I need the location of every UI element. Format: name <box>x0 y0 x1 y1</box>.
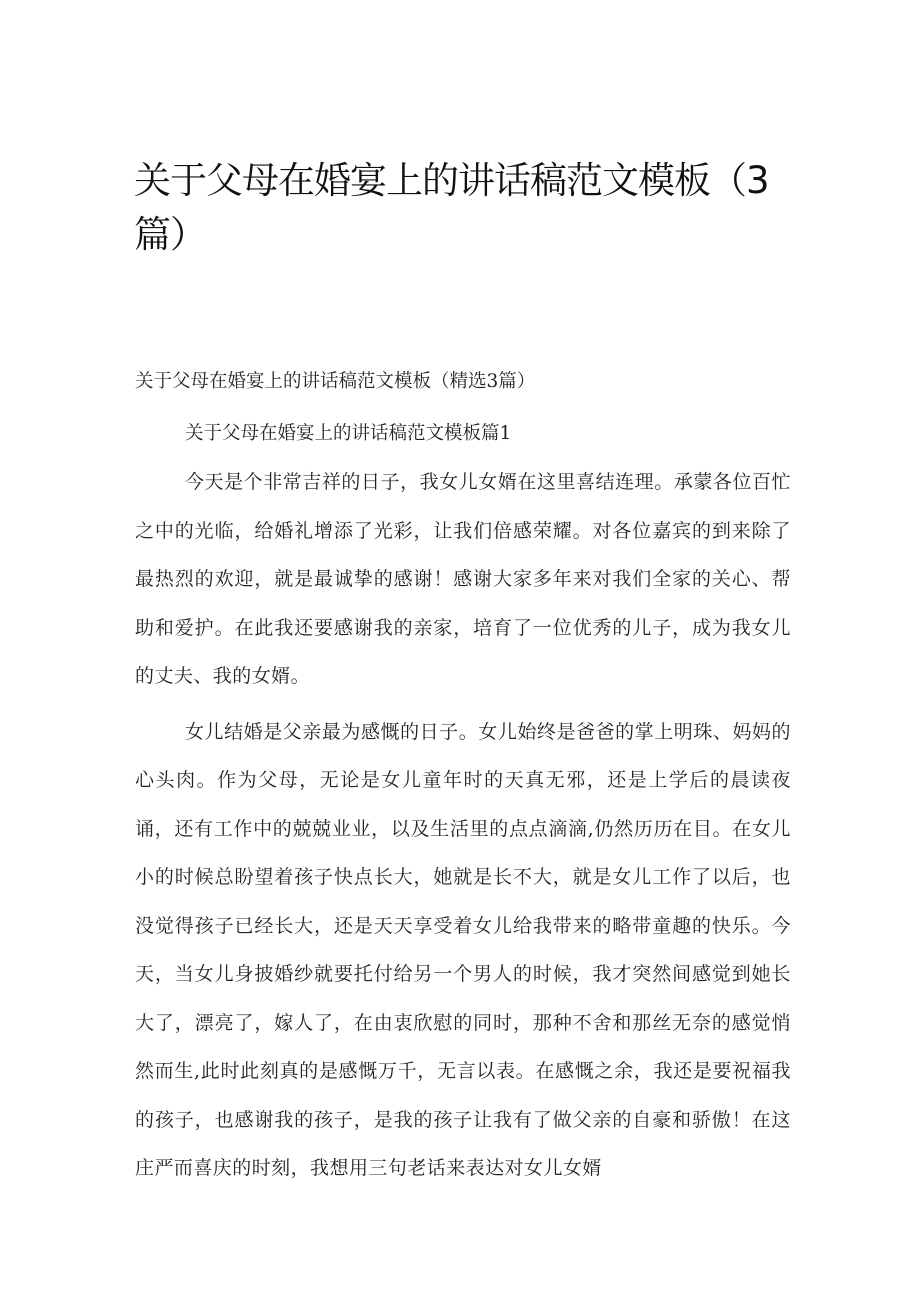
document-title: 关于父母在婚宴上的讲话稿范文模板（3篇） <box>134 159 769 256</box>
section-heading: 关于父母在婚宴上的讲话稿范文模板篇1 <box>185 423 512 444</box>
document-subtitle: 关于父母在婚宴上的讲话稿范文模板（精选3篇） <box>135 371 536 392</box>
paragraph: 今天是个非常吉祥的日子，我女儿女婿在这里喜结连理。承蒙各位百忙之中的光临，给婚礼增添了光彩，让我们倍感荣耀。对各位嘉宾的到来除了最热烈的欢迎，就是最诚挚的感谢！感谢大家多年来对我们全家的关心、帮助和爱护。在此我还要感谢我的亲家，培育了一位优秀的儿子，成为我女儿的丈夫、我的女婿。 <box>135 471 791 687</box>
paragraph: 女儿结婚是父亲最为感慨的日子。女儿始终是爸爸的掌上明珠、妈妈的心头肉。作为父母，无论是女儿童年时的天真无邪，还是上学后的晨读夜诵，还有工作中的兢兢业业，以及生活里的点点滴滴,仍然历历在目。在女儿小的时候总盼望着孩子快点长大，她就是长不大，就是女儿工作了以后，也没觉得孩子已经长大，还是天天享受着女儿给我带来的略带童趣的快乐。今天，当女儿身披婚纱就要托付给另一个男人的时候，我才突然间感觉到她长大了，漂亮了，嫁人了，在由衷欣慰的同时，那种不舍和那丝无奈的感觉悄然而生,此时此刻真的是感慨万千，无言以表。在感慨之余，我还是要祝福我的孩子，也感谢我的孩子，是我的孩子让我有了做父亲的自豪和骄傲！在这庄严而喜庆的时刻，我想用三句老话来表达对女儿女婿 <box>135 720 791 1179</box>
document-body <box>135 366 791 1193</box>
